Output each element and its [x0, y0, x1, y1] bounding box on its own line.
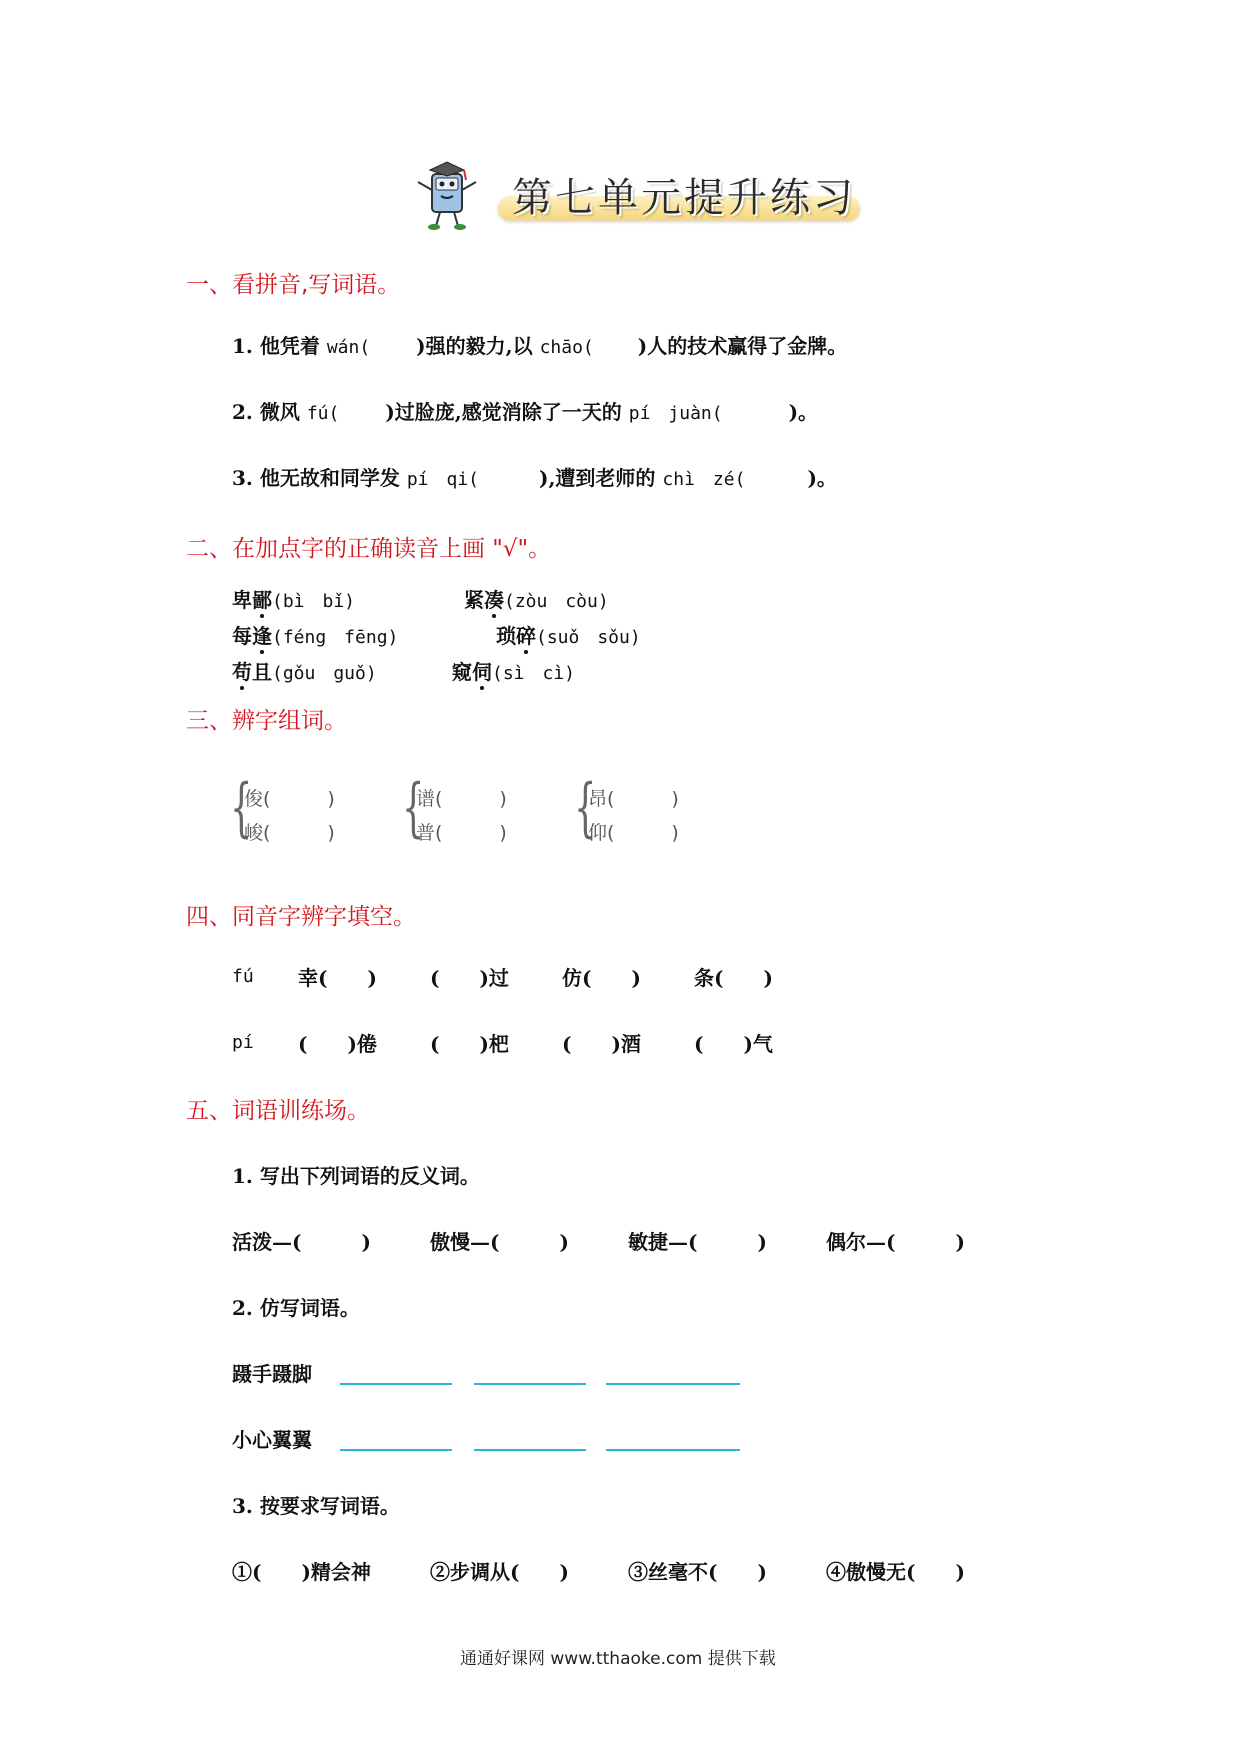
brace-icon: {	[574, 771, 597, 845]
s3-group-2-bottom: 普( )	[416, 822, 507, 844]
s2-item-5: 苟且(gǒu guǒ)	[232, 660, 377, 684]
section-1-heading: 一、看拼音,写词语。	[186, 272, 401, 298]
section-2-heading: 二、在加点字的正确读音上画 "√"。	[186, 536, 552, 562]
s4-row-1-pinyin: fú	[232, 966, 254, 987]
s5-imitate-word-2: 小心翼翼	[232, 1428, 312, 1452]
s2-item-1: 卑鄙(bì bǐ)	[232, 588, 356, 612]
s4-row-1-item: ( )过	[430, 966, 509, 990]
s2-item-4: 琐碎(suǒ sǒu)	[496, 624, 641, 648]
s3-group-1-bottom: 峻( )	[244, 822, 335, 844]
s4-row-2-item: ( )倦	[298, 1032, 377, 1056]
blank-line[interactable]	[340, 1383, 452, 1385]
blank-line[interactable]	[474, 1449, 586, 1451]
s4-row-2-item: ( )杷	[430, 1032, 509, 1056]
s5-antonym-item: 敏捷—( )	[628, 1230, 767, 1254]
s2-item-6: 窥伺(sì cì)	[452, 660, 576, 684]
s3-group-3-bottom: 仰( )	[588, 822, 679, 844]
s5-fill-item: ②步调从( )	[430, 1560, 569, 1584]
s4-row-1-item: 幸( )	[298, 966, 377, 990]
s5-fill-item: ④傲慢无( )	[826, 1560, 965, 1584]
s2-item-2: 紧凑(zòu còu)	[464, 588, 609, 612]
title-banner	[494, 166, 864, 226]
s5-question-1-label: 1. 写出下列词语的反义词。	[232, 1164, 480, 1188]
blank-line[interactable]	[606, 1383, 740, 1385]
section-5-heading: 五、词语训练场。	[186, 1098, 370, 1124]
s4-row-2-pinyin: pí	[232, 1032, 254, 1053]
s5-question-3-label: 3. 按要求写词语。	[232, 1494, 400, 1518]
s3-group-1-top: 俊( )	[244, 788, 335, 810]
s3-group-2-top: 谱( )	[416, 788, 507, 810]
book-mascot-icon	[412, 160, 482, 232]
s2-item-3: 每逢(féng fēng)	[232, 624, 399, 648]
page-footer: 通通好课网 www.tthaoke.com 提供下载	[460, 1649, 776, 1669]
s4-row-1-item: 条( )	[694, 966, 773, 990]
blank-line[interactable]	[474, 1383, 586, 1385]
brace-icon: {	[402, 771, 425, 845]
s5-antonym-item: 偶尔—( )	[826, 1230, 965, 1254]
s1-question-2: 2. 微风 fú( )过脸庞,感觉消除了一天的 pí juàn( )。	[232, 400, 819, 424]
brace-icon: {	[230, 771, 253, 845]
s4-row-1-item: 仿( )	[562, 966, 641, 990]
section-4-heading: 四、同音字辨字填空。	[186, 904, 416, 930]
s1-question-3: 3. 他无故和同学发 pí qi( ),遭到老师的 chì zé( )。	[232, 466, 837, 490]
page-title: 第七单元提升练习	[512, 175, 856, 221]
s3-group-3-top: 昂( )	[588, 788, 679, 810]
s5-antonym-item: 傲慢—( )	[430, 1230, 569, 1254]
s4-row-2-item: ( )酒	[562, 1032, 641, 1056]
section-3-heading: 三、辨字组词。	[186, 708, 347, 734]
blank-line[interactable]	[606, 1449, 740, 1451]
s5-imitate-word-1: 蹑手蹑脚	[232, 1362, 312, 1386]
s1-question-1: 1. 他凭着 wán( )强的毅力,以 chāo( )人的技术赢得了金牌。	[232, 334, 848, 358]
s4-row-2-item: ( )气	[694, 1032, 773, 1056]
blank-line[interactable]	[340, 1449, 452, 1451]
s5-fill-item: ①( )精会神	[232, 1560, 371, 1584]
s5-fill-item: ③丝毫不( )	[628, 1560, 767, 1584]
s5-antonym-item: 活泼—( )	[232, 1230, 371, 1254]
s5-question-2-label: 2. 仿写词语。	[232, 1296, 360, 1320]
